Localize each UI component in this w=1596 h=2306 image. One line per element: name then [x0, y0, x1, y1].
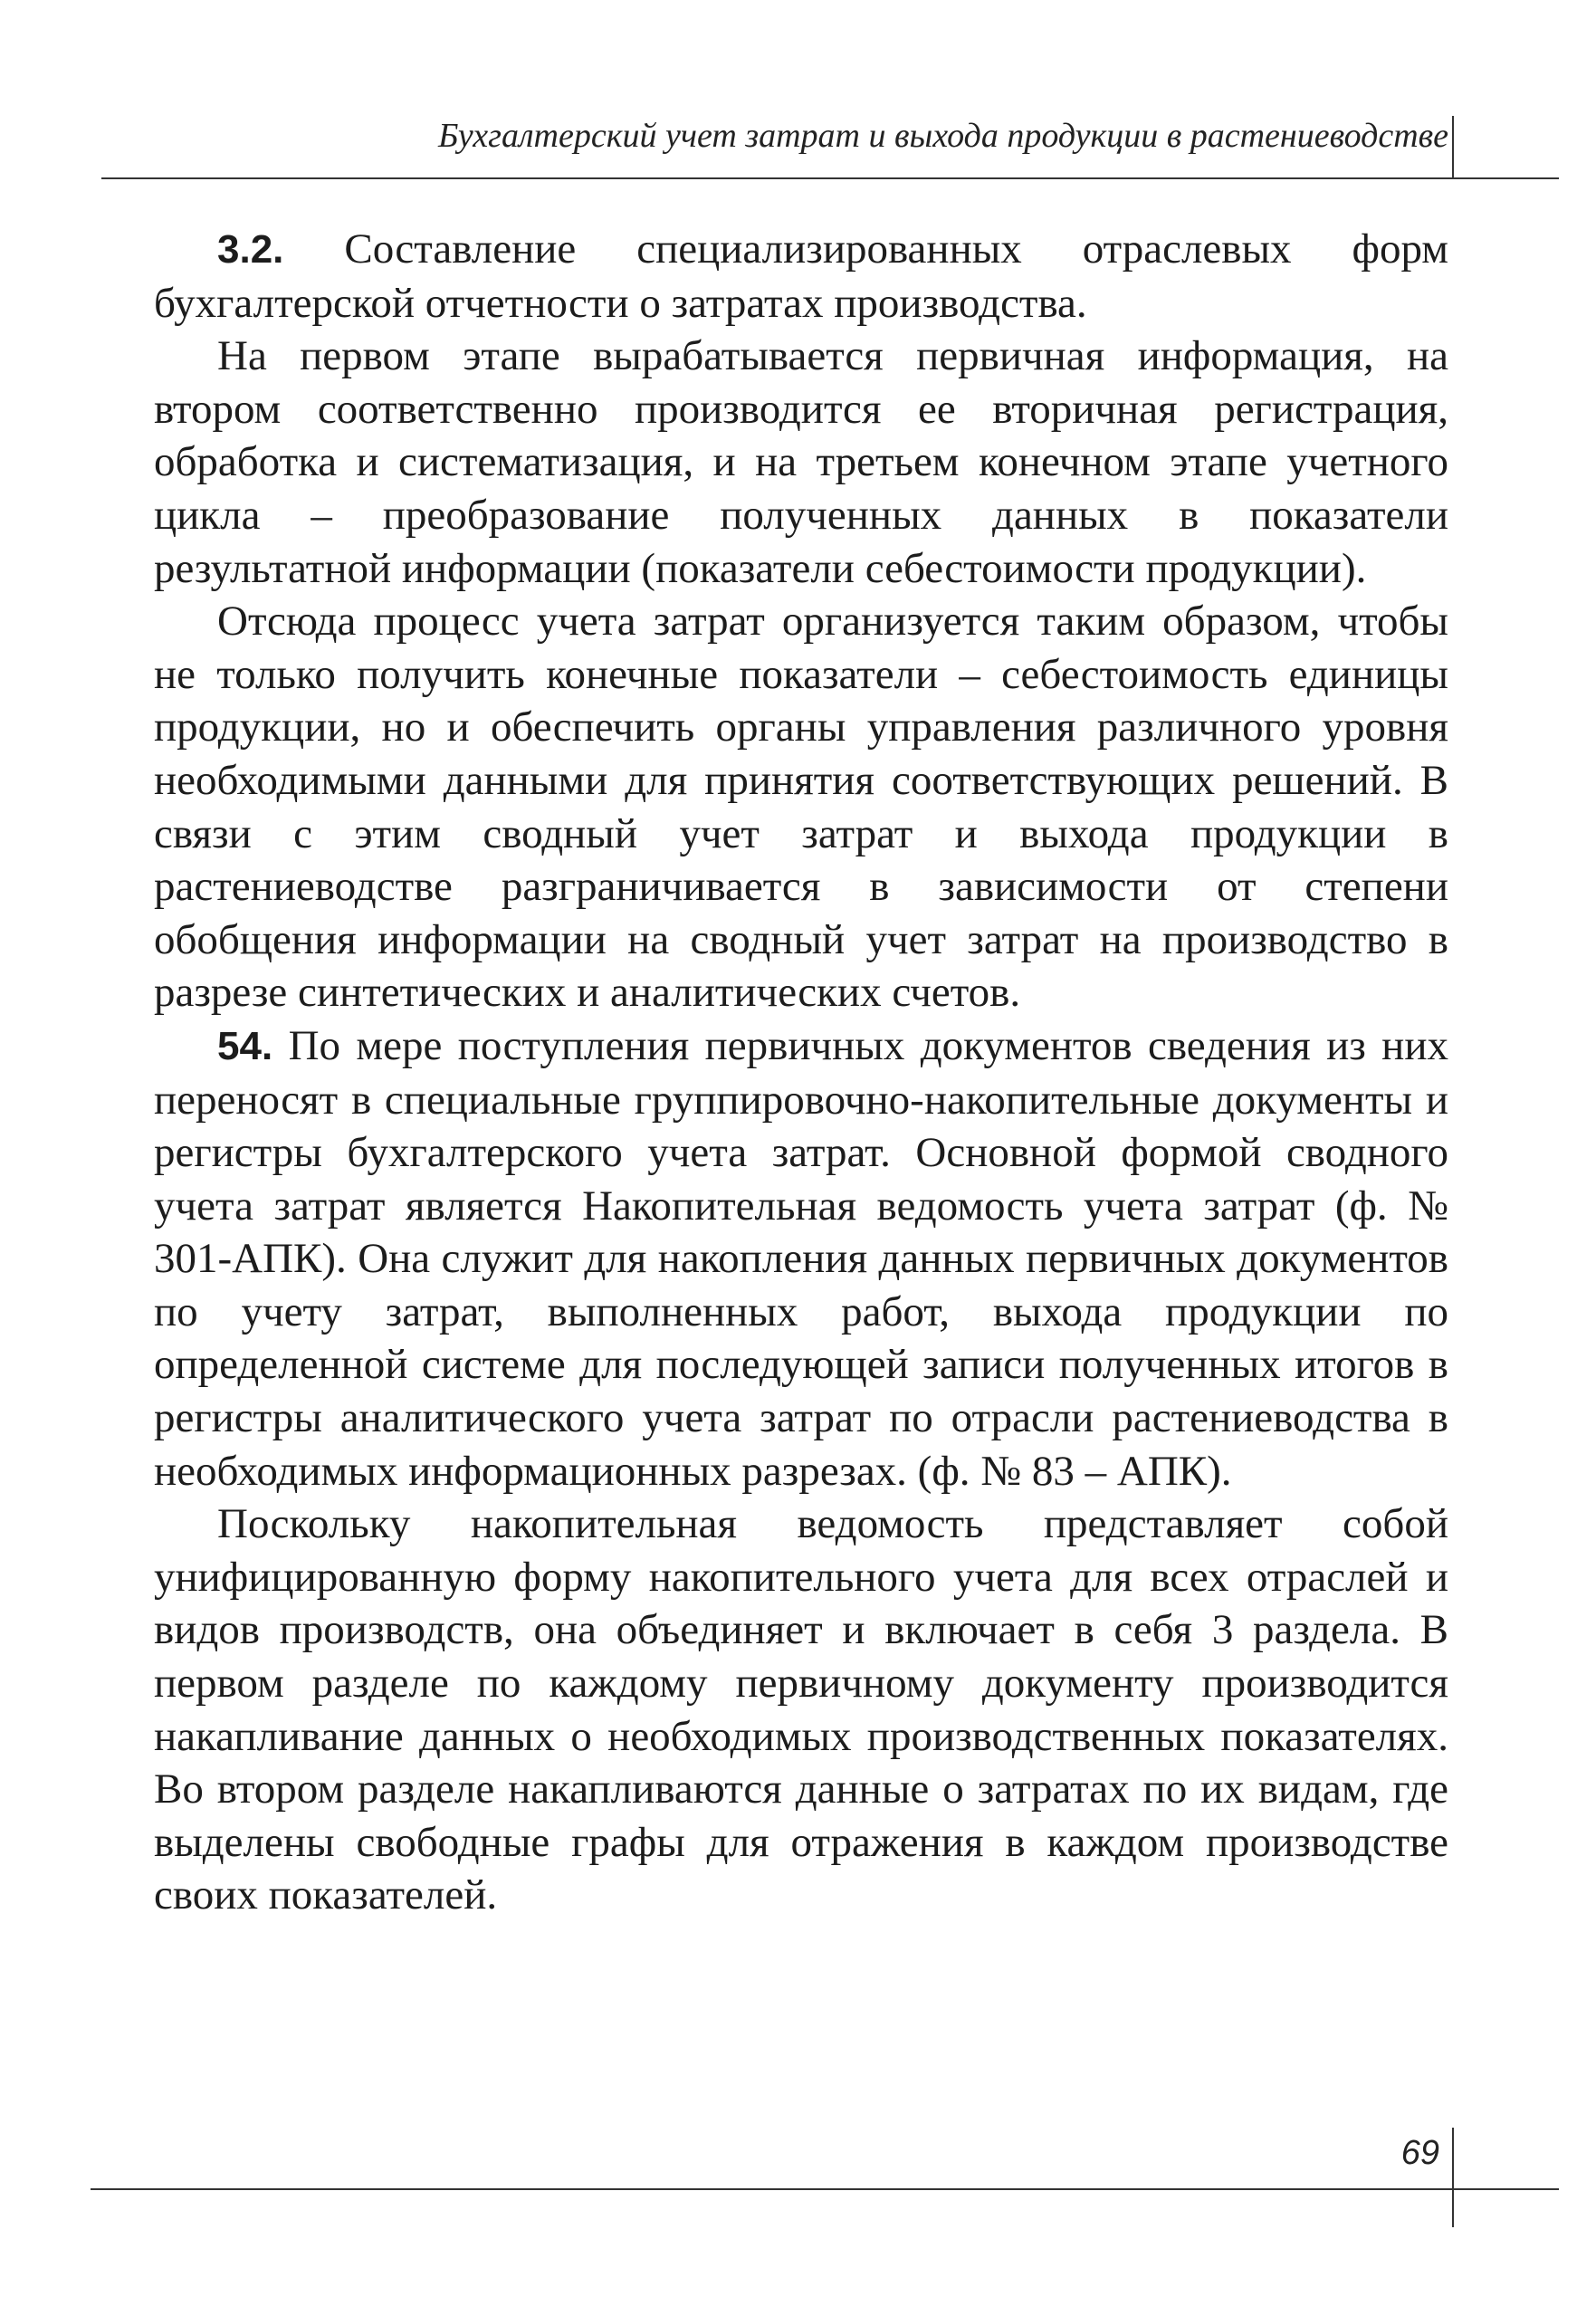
- page-number: 69: [1400, 2134, 1439, 2172]
- paragraph-text: На первом этапе вырабатывается первичная информация, на втором соответственно производится ее вторичная регистрация, обработка и систематизация, и на третьем конечном этапе учетного цикла – преобразование полученных данных в показатели результатной информации (показатели себестоимости продукции).: [154, 332, 1448, 592]
- paragraph-text: Составление специализированных отраслевых форм бухгалтерской отчетности о затратах производства.: [154, 225, 1448, 327]
- paragraph-5: [154, 1497, 1448, 1922]
- paragraph-text: Поскольку накопительная ведомость представляет собой унифицированную форму накопительного учета для всех отраслей и видов производств, она объединяет и включает в себя 3 раздела. В первом разделе по каждому первичному документу производится накапливание данных о необходимых производственных показателях. Во втором разделе накапливаются данные о затратах по их видам, где выделены свободные графы для отражения в каждом производстве своих показателей.: [154, 1500, 1448, 1919]
- running-header: Бухгалтерский учет затрат и выхода продукции в растениеводстве: [437, 117, 1448, 155]
- body-text: [154, 223, 1448, 1922]
- paragraph-number: 3.2.: [217, 227, 284, 272]
- paragraph-text: По мере поступления первичных документов сведения из них переносят в специальные группировочно-накопительные документы и регистры бухгалтерского учета затрат. Основной формой сводного учета затрат является Накопительная ведомость учета затрат (ф. № 301-АПК). Она служит для накопления данных первичных документов по учету затрат, выполненных работ, выхода продукции по определенной системе для последующей записи полученных итогов в регистры аналитического учета затрат по отрасли растениеводства в необходимых информационных разрезах. (ф. № 83 – АПК).: [154, 1021, 1448, 1495]
- paragraph-3: [154, 595, 1448, 1019]
- footer-rule: [91, 2188, 1559, 2190]
- paragraph-text: Отсюда процесс учета затрат организуется таким образом, чтобы не только получить конечные показатели – себестоимость единицы продукции, но и обеспечить органы управления различного уровня необходимыми данными для принятия соответствующих решений. В связи с этим сводный учет затрат и выхода продукции в растениеводстве разграничивается в зависимости от степени обобщения информации на сводный учет затрат на производство в разрезе синтетических и аналитических счетов.: [154, 598, 1448, 1017]
- header-tick: [1452, 116, 1454, 179]
- paragraph-4: [154, 1019, 1448, 1497]
- paragraph-1: [154, 223, 1448, 330]
- paragraph-2: [154, 330, 1448, 595]
- footer-tick: [1452, 2128, 1454, 2227]
- paragraph-number: 54.: [217, 1023, 273, 1068]
- header-rule: [101, 177, 1559, 179]
